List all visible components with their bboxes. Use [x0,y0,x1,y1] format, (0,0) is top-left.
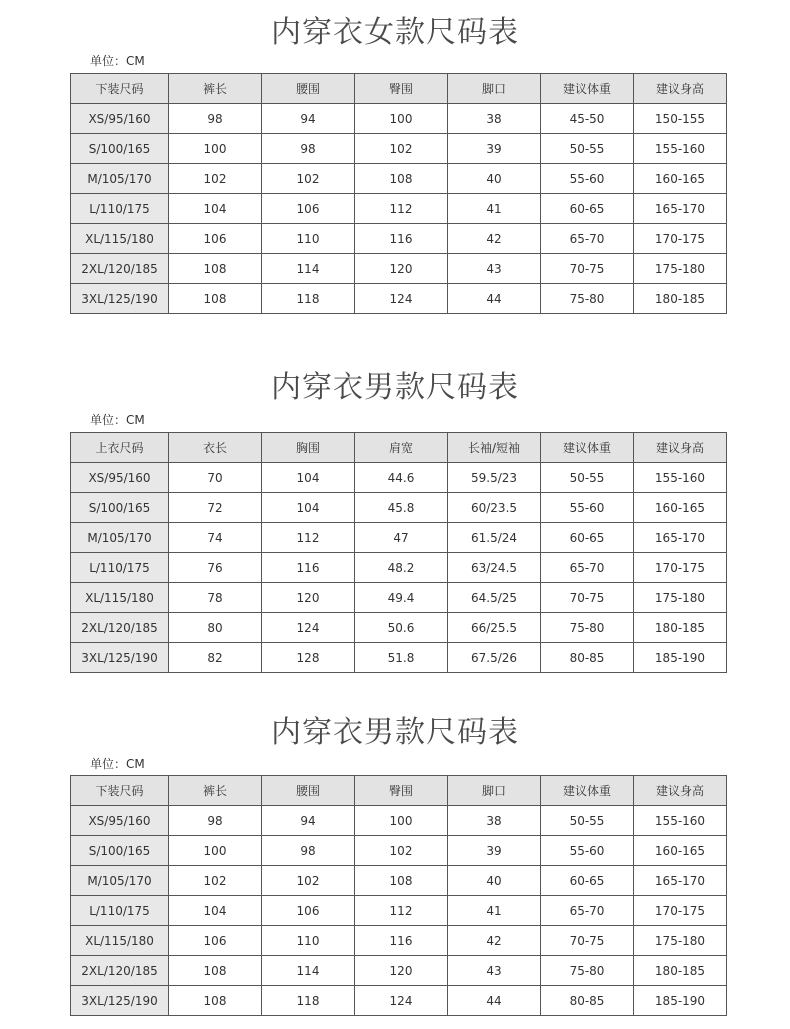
size-label-cell: XL/115/180 [71,583,169,613]
column-header: 建议身高 [634,776,727,806]
table-header-row [71,433,727,463]
table-cell: 102 [169,866,262,896]
table-cell: 55-60 [541,836,634,866]
column-header: 上衣尺码 [71,433,169,463]
table-cell: 104 [169,194,262,224]
column-header: 建议身高 [634,433,727,463]
size-table-men-bottoms [70,775,727,1016]
table-row [71,164,727,194]
table-cell: 124 [355,284,448,314]
table-cell: 118 [262,284,355,314]
size-table-men-tops [70,432,727,673]
table-cell: 175-180 [634,583,727,613]
table-cell: 106 [169,926,262,956]
table-cell: 116 [355,926,448,956]
table-cell: 48.2 [355,553,448,583]
table-cell: 60-65 [541,866,634,896]
table-cell: 98 [169,806,262,836]
size-label-cell: S/100/165 [71,134,169,164]
table-cell: 120 [355,956,448,986]
table-cell: 102 [169,164,262,194]
table-cell: 38 [448,806,541,836]
table-cell: 106 [262,896,355,926]
table-cell: 44.6 [355,463,448,493]
table-cell: 112 [355,896,448,926]
table-cell: 45.8 [355,493,448,523]
table-cell: 170-175 [634,553,727,583]
table-cell: 80 [169,613,262,643]
unit-label: 单位：CM [90,757,145,771]
table-cell: 61.5/24 [448,523,541,553]
column-header: 脚口 [448,74,541,104]
table-cell: 43 [448,956,541,986]
table-cell: 124 [262,613,355,643]
size-label-cell: L/110/175 [71,896,169,926]
table-cell: 124 [355,986,448,1016]
table-row [71,956,727,986]
table-cell: 175-180 [634,254,727,284]
table-cell: 180-185 [634,284,727,314]
table-cell: 80-85 [541,986,634,1016]
table-cell: 94 [262,104,355,134]
unit-label: 单位：CM [90,413,145,427]
unit-label: 单位：CM [90,54,145,68]
table-row [71,224,727,254]
table-cell: 59.5/23 [448,463,541,493]
table-cell: 60-65 [541,523,634,553]
table-row [71,806,727,836]
size-table-women-bottoms [70,73,727,314]
table-cell: 66/25.5 [448,613,541,643]
column-header: 下装尺码 [71,776,169,806]
table-cell: 108 [169,284,262,314]
size-chart-title-men-tops: 内穿衣男款尺码表 [271,370,519,405]
table-cell: 98 [169,104,262,134]
table-row [71,463,727,493]
table-cell: 108 [355,164,448,194]
table-cell: 165-170 [634,866,727,896]
table-cell: 55-60 [541,493,634,523]
table-cell: 98 [262,134,355,164]
table-row [71,986,727,1016]
table-row [71,493,727,523]
table-cell: 106 [262,194,355,224]
table-cell: 45-50 [541,104,634,134]
size-label-cell: XS/95/160 [71,463,169,493]
table-cell: 65-70 [541,553,634,583]
table-cell: 70-75 [541,254,634,284]
table-cell: 108 [169,956,262,986]
table-row [71,104,727,134]
table-cell: 38 [448,104,541,134]
size-label-cell: XL/115/180 [71,926,169,956]
column-header: 腰围 [262,74,355,104]
table-cell: 150-155 [634,104,727,134]
table-cell: 50-55 [541,134,634,164]
table-cell: 180-185 [634,613,727,643]
size-label-cell: S/100/165 [71,836,169,866]
table-row [71,896,727,926]
table-cell: 114 [262,254,355,284]
table-cell: 175-180 [634,926,727,956]
table-cell: 64.5/25 [448,583,541,613]
table-cell: 170-175 [634,224,727,254]
size-label-cell: XL/115/180 [71,224,169,254]
table-row [71,284,727,314]
size-chart-title-men-bottoms: 内穿衣男款尺码表 [271,715,519,750]
table-cell: 60/23.5 [448,493,541,523]
column-header: 裤长 [169,74,262,104]
table-row [71,836,727,866]
table-cell: 80-85 [541,643,634,673]
table-cell: 112 [355,194,448,224]
table-cell: 75-80 [541,956,634,986]
table-cell: 39 [448,134,541,164]
size-label-cell: 3XL/125/190 [71,284,169,314]
table-cell: 128 [262,643,355,673]
size-label-cell: 2XL/120/185 [71,956,169,986]
column-header: 建议体重 [541,74,634,104]
table-cell: 104 [262,463,355,493]
column-header: 建议体重 [541,433,634,463]
table-cell: 120 [262,583,355,613]
table-cell: 114 [262,956,355,986]
column-header: 臀围 [355,776,448,806]
table-cell: 60-65 [541,194,634,224]
table-row [71,613,727,643]
table-cell: 75-80 [541,613,634,643]
table-cell: 102 [355,836,448,866]
size-label-cell: S/100/165 [71,493,169,523]
column-header: 建议身高 [634,74,727,104]
table-cell: 155-160 [634,134,727,164]
table-cell: 55-60 [541,164,634,194]
table-cell: 110 [262,926,355,956]
table-cell: 98 [262,836,355,866]
table-row [71,553,727,583]
column-header: 长袖/短袖 [448,433,541,463]
table-cell: 82 [169,643,262,673]
table-cell: 51.8 [355,643,448,673]
table-cell: 100 [355,104,448,134]
table-cell: 50-55 [541,463,634,493]
table-cell: 100 [169,134,262,164]
table-cell: 165-170 [634,523,727,553]
size-label-cell: L/110/175 [71,194,169,224]
table-cell: 44 [448,284,541,314]
table-cell: 160-165 [634,164,727,194]
table-cell: 108 [355,866,448,896]
table-cell: 106 [169,224,262,254]
table-cell: 70 [169,463,262,493]
table-cell: 120 [355,254,448,284]
table-cell: 70-75 [541,926,634,956]
table-cell: 185-190 [634,643,727,673]
table-cell: 108 [169,254,262,284]
size-label-cell: XS/95/160 [71,104,169,134]
table-cell: 49.4 [355,583,448,613]
size-label-cell: M/105/170 [71,866,169,896]
column-header: 裤长 [169,776,262,806]
size-label-cell: 2XL/120/185 [71,613,169,643]
column-header: 下装尺码 [71,74,169,104]
table-cell: 41 [448,896,541,926]
table-cell: 102 [262,866,355,896]
table-cell: 75-80 [541,284,634,314]
table-cell: 41 [448,194,541,224]
table-cell: 43 [448,254,541,284]
table-row [71,583,727,613]
table-row [71,194,727,224]
table-cell: 160-165 [634,836,727,866]
table-header-row [71,74,727,104]
table-cell: 63/24.5 [448,553,541,583]
table-cell: 65-70 [541,896,634,926]
table-header-row [71,776,727,806]
table-cell: 44 [448,986,541,1016]
table-cell: 155-160 [634,463,727,493]
table-cell: 185-190 [634,986,727,1016]
table-cell: 65-70 [541,224,634,254]
table-cell: 50-55 [541,806,634,836]
table-row [71,926,727,956]
table-cell: 47 [355,523,448,553]
column-header: 建议体重 [541,776,634,806]
table-cell: 72 [169,493,262,523]
table-row [71,523,727,553]
table-cell: 100 [355,806,448,836]
table-cell: 100 [169,836,262,866]
table-cell: 39 [448,836,541,866]
column-header: 衣长 [169,433,262,463]
size-label-cell: 3XL/125/190 [71,643,169,673]
table-cell: 160-165 [634,493,727,523]
table-cell: 42 [448,224,541,254]
table-row [71,134,727,164]
table-cell: 67.5/26 [448,643,541,673]
size-label-cell: 2XL/120/185 [71,254,169,284]
table-cell: 102 [262,164,355,194]
size-label-cell: M/105/170 [71,164,169,194]
table-row [71,643,727,673]
column-header: 腰围 [262,776,355,806]
table-cell: 165-170 [634,194,727,224]
table-cell: 74 [169,523,262,553]
column-header: 肩宽 [355,433,448,463]
column-header: 胸围 [262,433,355,463]
table-cell: 40 [448,866,541,896]
table-cell: 108 [169,986,262,1016]
table-cell: 116 [262,553,355,583]
table-cell: 170-175 [634,896,727,926]
table-cell: 118 [262,986,355,1016]
table-cell: 110 [262,224,355,254]
table-cell: 112 [262,523,355,553]
table-cell: 104 [262,493,355,523]
table-cell: 70-75 [541,583,634,613]
table-cell: 104 [169,896,262,926]
table-cell: 102 [355,134,448,164]
table-cell: 76 [169,553,262,583]
size-label-cell: 3XL/125/190 [71,986,169,1016]
size-label-cell: XS/95/160 [71,806,169,836]
size-label-cell: M/105/170 [71,523,169,553]
table-cell: 42 [448,926,541,956]
column-header: 脚口 [448,776,541,806]
table-row [71,866,727,896]
table-cell: 50.6 [355,613,448,643]
column-header: 臀围 [355,74,448,104]
size-label-cell: L/110/175 [71,553,169,583]
table-cell: 116 [355,224,448,254]
table-cell: 94 [262,806,355,836]
table-cell: 180-185 [634,956,727,986]
size-chart-title-women: 内穿衣女款尺码表 [271,15,519,50]
table-cell: 40 [448,164,541,194]
table-row [71,254,727,284]
table-cell: 78 [169,583,262,613]
table-cell: 155-160 [634,806,727,836]
